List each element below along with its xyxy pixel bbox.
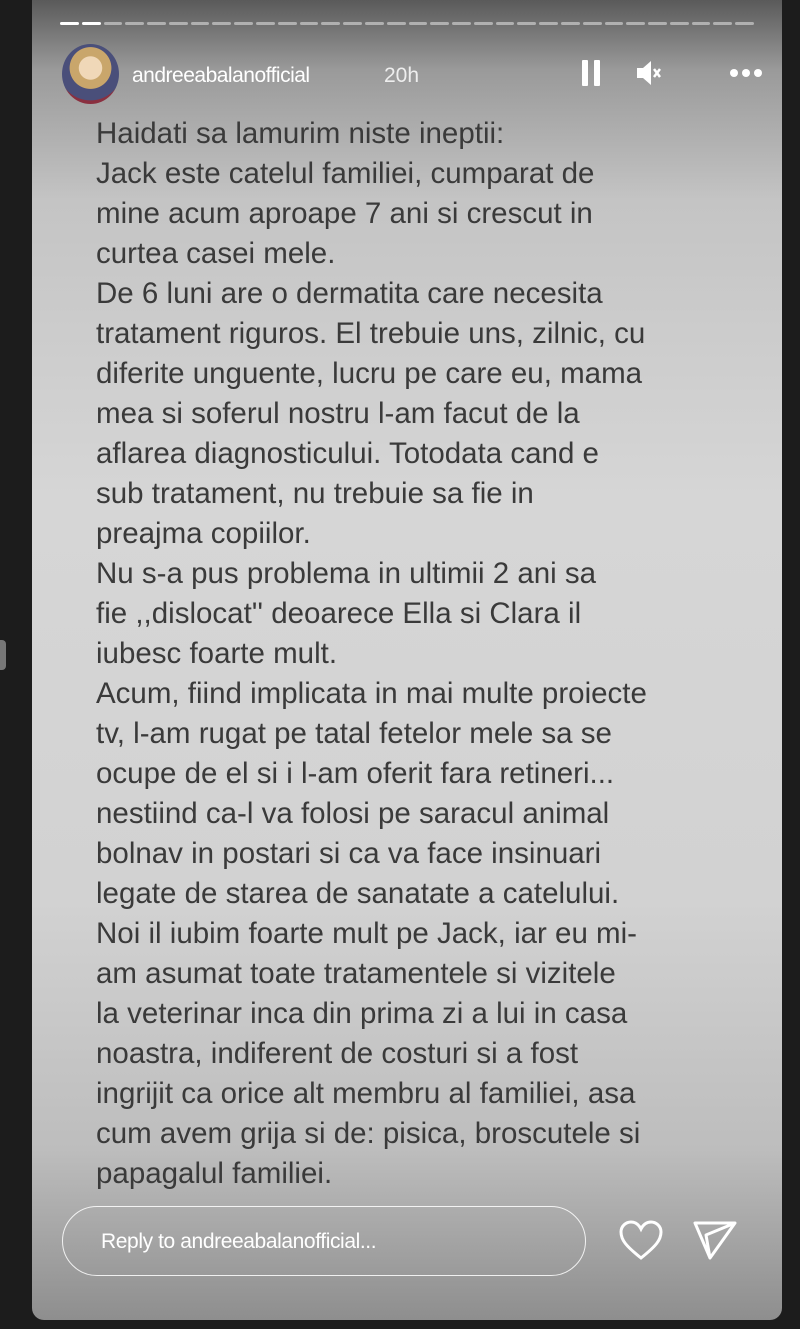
text-line: iubesc foarte mult. bbox=[96, 637, 338, 670]
progress-segment bbox=[169, 22, 188, 25]
send-icon[interactable] bbox=[692, 1218, 738, 1264]
progress-segment bbox=[539, 22, 558, 25]
timestamp: 20h bbox=[384, 64, 420, 87]
progress-segment bbox=[278, 22, 297, 25]
progress-segment bbox=[147, 22, 166, 25]
avatar[interactable] bbox=[62, 44, 119, 104]
story-header bbox=[62, 44, 752, 104]
text-line: curtea casei mele. bbox=[96, 237, 336, 270]
text-line: legate de starea de sanatate a catelului. bbox=[96, 877, 620, 910]
like-heart-icon[interactable] bbox=[618, 1220, 664, 1262]
story-progress-bar bbox=[60, 22, 754, 25]
text-line: tratament riguros. El trebuie uns, zilnic, cu bbox=[96, 317, 646, 350]
progress-segment bbox=[321, 22, 340, 25]
username[interactable]: andreeabalanofficial bbox=[132, 64, 310, 87]
progress-segment bbox=[387, 22, 406, 25]
progress-segment bbox=[626, 22, 645, 25]
progress-segment bbox=[430, 22, 449, 25]
progress-segment bbox=[692, 22, 711, 25]
text-line: Noi il iubim foarte mult pe Jack, iar eu mi- bbox=[96, 917, 638, 950]
progress-segment bbox=[670, 22, 689, 25]
text-line: diferite unguente, lucru pe care eu, mama bbox=[96, 357, 643, 390]
text-line: nestiind ca-l va folosi pe saracul animal bbox=[96, 797, 610, 830]
text-line: De 6 luni are o dermatita care necesita bbox=[96, 277, 603, 310]
progress-segment bbox=[409, 22, 428, 25]
text-line: Acum, fiind implicata in mai multe proiecte bbox=[96, 677, 647, 710]
text-line: mea si soferul nostru l-am facut de la bbox=[96, 397, 580, 430]
progress-segment bbox=[82, 22, 101, 25]
progress-segment bbox=[496, 22, 515, 25]
progress-segment bbox=[474, 22, 493, 25]
text-line: Haidati sa lamurim niste ineptii: bbox=[96, 117, 505, 150]
progress-segment bbox=[212, 22, 231, 25]
progress-segment bbox=[234, 22, 253, 25]
progress-segment bbox=[648, 22, 667, 25]
text-line: am asumat toate tratamentele si vizitele bbox=[96, 957, 616, 990]
reply-input[interactable] bbox=[62, 1206, 586, 1276]
progress-segment bbox=[365, 22, 384, 25]
progress-segment bbox=[191, 22, 210, 25]
text-line: sub tratament, nu trebuie sa fie in bbox=[96, 477, 534, 510]
progress-segment bbox=[104, 22, 123, 25]
progress-segment bbox=[452, 22, 471, 25]
text-line: ingrijit ca orice alt membru al familiei, asa bbox=[96, 1077, 636, 1110]
text-line: noastra, indiferent de costuri si a fost bbox=[96, 1037, 579, 1070]
text-line: ocupe de el si i l-am oferit fara retineri... bbox=[96, 757, 615, 790]
scrollbar[interactable] bbox=[0, 640, 6, 670]
progress-segment bbox=[561, 22, 580, 25]
text-line: papagalul familiei. bbox=[96, 1157, 333, 1190]
text-line: tv, l-am rugat pe tatal fetelor mele sa se bbox=[96, 717, 612, 750]
progress-segment bbox=[605, 22, 624, 25]
text-line: Nu s-a pus problema in ultimii 2 ani sa bbox=[96, 557, 597, 590]
progress-segment bbox=[125, 22, 144, 25]
story-card bbox=[32, 0, 782, 1320]
text-line: preajma copiilor. bbox=[96, 517, 311, 550]
text-line: cum avem grija si de: pisica, broscutele si bbox=[96, 1117, 641, 1150]
mute-icon[interactable] bbox=[634, 58, 664, 88]
text-line: la veterinar inca din prima zi a lui in casa bbox=[96, 997, 628, 1030]
progress-segment bbox=[300, 22, 319, 25]
text-line: Jack este catelul familiei, cumparat de bbox=[96, 157, 595, 190]
pause-icon[interactable] bbox=[580, 58, 602, 88]
text-line: bolnav in postari si ca va face insinuari bbox=[96, 837, 602, 870]
more-options-icon[interactable] bbox=[728, 58, 764, 88]
progress-segment bbox=[583, 22, 602, 25]
text-line: fie ,,dislocat'' deoarece Ella si Clara il bbox=[96, 597, 582, 630]
reply-placeholder: Reply to andreeabalanofficial... bbox=[101, 1230, 377, 1253]
text-line: mine acum aproape 7 ani si crescut in bbox=[96, 197, 593, 230]
progress-segment bbox=[256, 22, 275, 25]
progress-segment bbox=[517, 22, 536, 25]
progress-segment bbox=[60, 22, 79, 25]
text-line: aflarea diagnosticului. Totodata cand e bbox=[96, 437, 599, 470]
progress-segment bbox=[343, 22, 362, 25]
story-text bbox=[96, 114, 762, 1194]
progress-segment bbox=[735, 22, 754, 25]
progress-segment bbox=[713, 22, 732, 25]
